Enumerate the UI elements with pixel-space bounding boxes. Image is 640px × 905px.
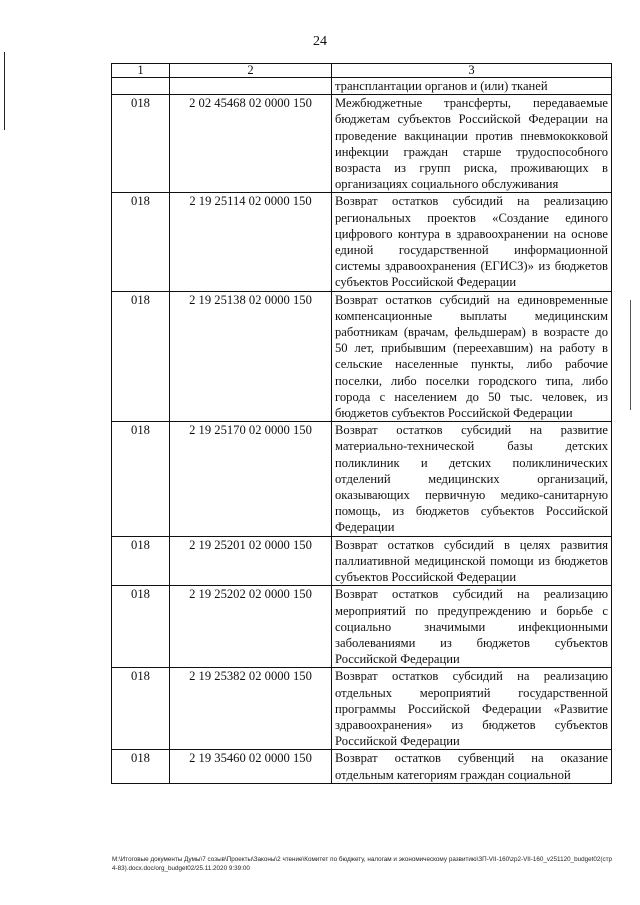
- revenue-description: Возврат остатков субсидий в целях развития паллиативной медицинской помощи из бюджетов субъектов Российской Федерации: [332, 536, 612, 586]
- revenue-description: Возврат остатков субсидий на реализацию отдельных мероприятий государственной программы Российской Федерации «Развитие здравоохранения» из бюджетов субъектов Российской Федерации: [332, 668, 612, 750]
- header-col-1: 1: [112, 64, 170, 78]
- admin-code: 018: [112, 668, 170, 750]
- budget-code: 2 19 35460 02 0000 150: [170, 750, 332, 783]
- scan-margin-mark: [630, 300, 631, 410]
- budget-code-table: [111, 63, 612, 784]
- admin-code: 018: [112, 586, 170, 668]
- continuation-text: трансплантации органов и (или) тканей: [332, 78, 612, 95]
- header-col-3: 3: [332, 64, 612, 78]
- revenue-description: Возврат остатков субсидий на реализацию региональных проектов «Создание единого цифрового контура в здравоохранении на основе единой государственной информационной системы здравоохранения (ЕГИСЗ)» из бюджетов субъектов Российской Федерации: [332, 193, 612, 291]
- table-row: [112, 536, 612, 586]
- admin-code: 018: [112, 536, 170, 586]
- budget-code: 2 19 25170 02 0000 150: [170, 422, 332, 536]
- budget-code: 2 19 25202 02 0000 150: [170, 586, 332, 668]
- document-path-footer: M:\Итоговые документы Думы\7 созыв\Проекты\Законы\2 чтение\Комитет по бюджету, налогам и экономическому развитию\ЗП-VII-160\zp2-VII-160_v251120_budget02(стр 4-83).docx.doc/org_budget02/25.11.2020 9:39:00: [112, 856, 612, 872]
- budget-code: 2 19 25382 02 0000 150: [170, 668, 332, 750]
- budget-code: 2 19 25114 02 0000 150: [170, 193, 332, 291]
- table-row: [112, 95, 612, 193]
- admin-code: 018: [112, 291, 170, 422]
- table-row-continuation: [112, 78, 612, 95]
- scan-margin-mark: [4, 52, 5, 130]
- table-row: [112, 750, 612, 783]
- revenue-description: Возврат остатков субвенций на оказание отдельным категориям граждан социальной: [332, 750, 612, 783]
- admin-code: 018: [112, 95, 170, 193]
- revenue-description: Возврат остатков субсидий на реализацию мероприятий по предупреждению и борьбе с социально значимыми инфекционными заболеваниями из бюджетов субъектов Российской Федерации: [332, 586, 612, 668]
- header-col-2: 2: [170, 64, 332, 78]
- revenue-description: Межбюджетные трансферты, передаваемые бюджетам субъектов Российской Федерации на проведение вакцинации против пневмококковой инфекции граждан старше трудоспособного возраста из групп риска, проживающих в организациях социального обслуживания: [332, 95, 612, 193]
- revenue-description: Возврат остатков субсидий на единовременные компенсационные выплаты медицинским работникам (врачам, фельдшерам) в возрасте до 50 лет, прибывшим (переехавшим) на работу в сельские населенные пункты, либо рабочие поселки, либо поселки городского типа, либо города с населением до 50 тыс. человек, из бюджетов субъектов Российской Федерации: [332, 291, 612, 422]
- revenue-description: Возврат остатков субсидий на развитие материально-технической базы детских поликлиник и детских поликлинических отделений медицинских организаций, оказывающих первичную медико-санитарную помощь, из бюджетов субъектов Российской Федерации: [332, 422, 612, 536]
- table-row: [112, 422, 612, 536]
- table-row: [112, 193, 612, 291]
- table-row: [112, 668, 612, 750]
- table-row: [112, 586, 612, 668]
- budget-code: 2 19 25201 02 0000 150: [170, 536, 332, 586]
- table-header-row: [112, 64, 612, 78]
- budget-code: 2 19 25138 02 0000 150: [170, 291, 332, 422]
- budget-code: 2 02 45468 02 0000 150: [170, 95, 332, 193]
- admin-code: 018: [112, 193, 170, 291]
- table-row: [112, 291, 612, 422]
- admin-code: 018: [112, 422, 170, 536]
- empty-cell: [112, 78, 170, 95]
- admin-code: 018: [112, 750, 170, 783]
- page-number: 24: [313, 34, 327, 49]
- empty-cell: [170, 78, 332, 95]
